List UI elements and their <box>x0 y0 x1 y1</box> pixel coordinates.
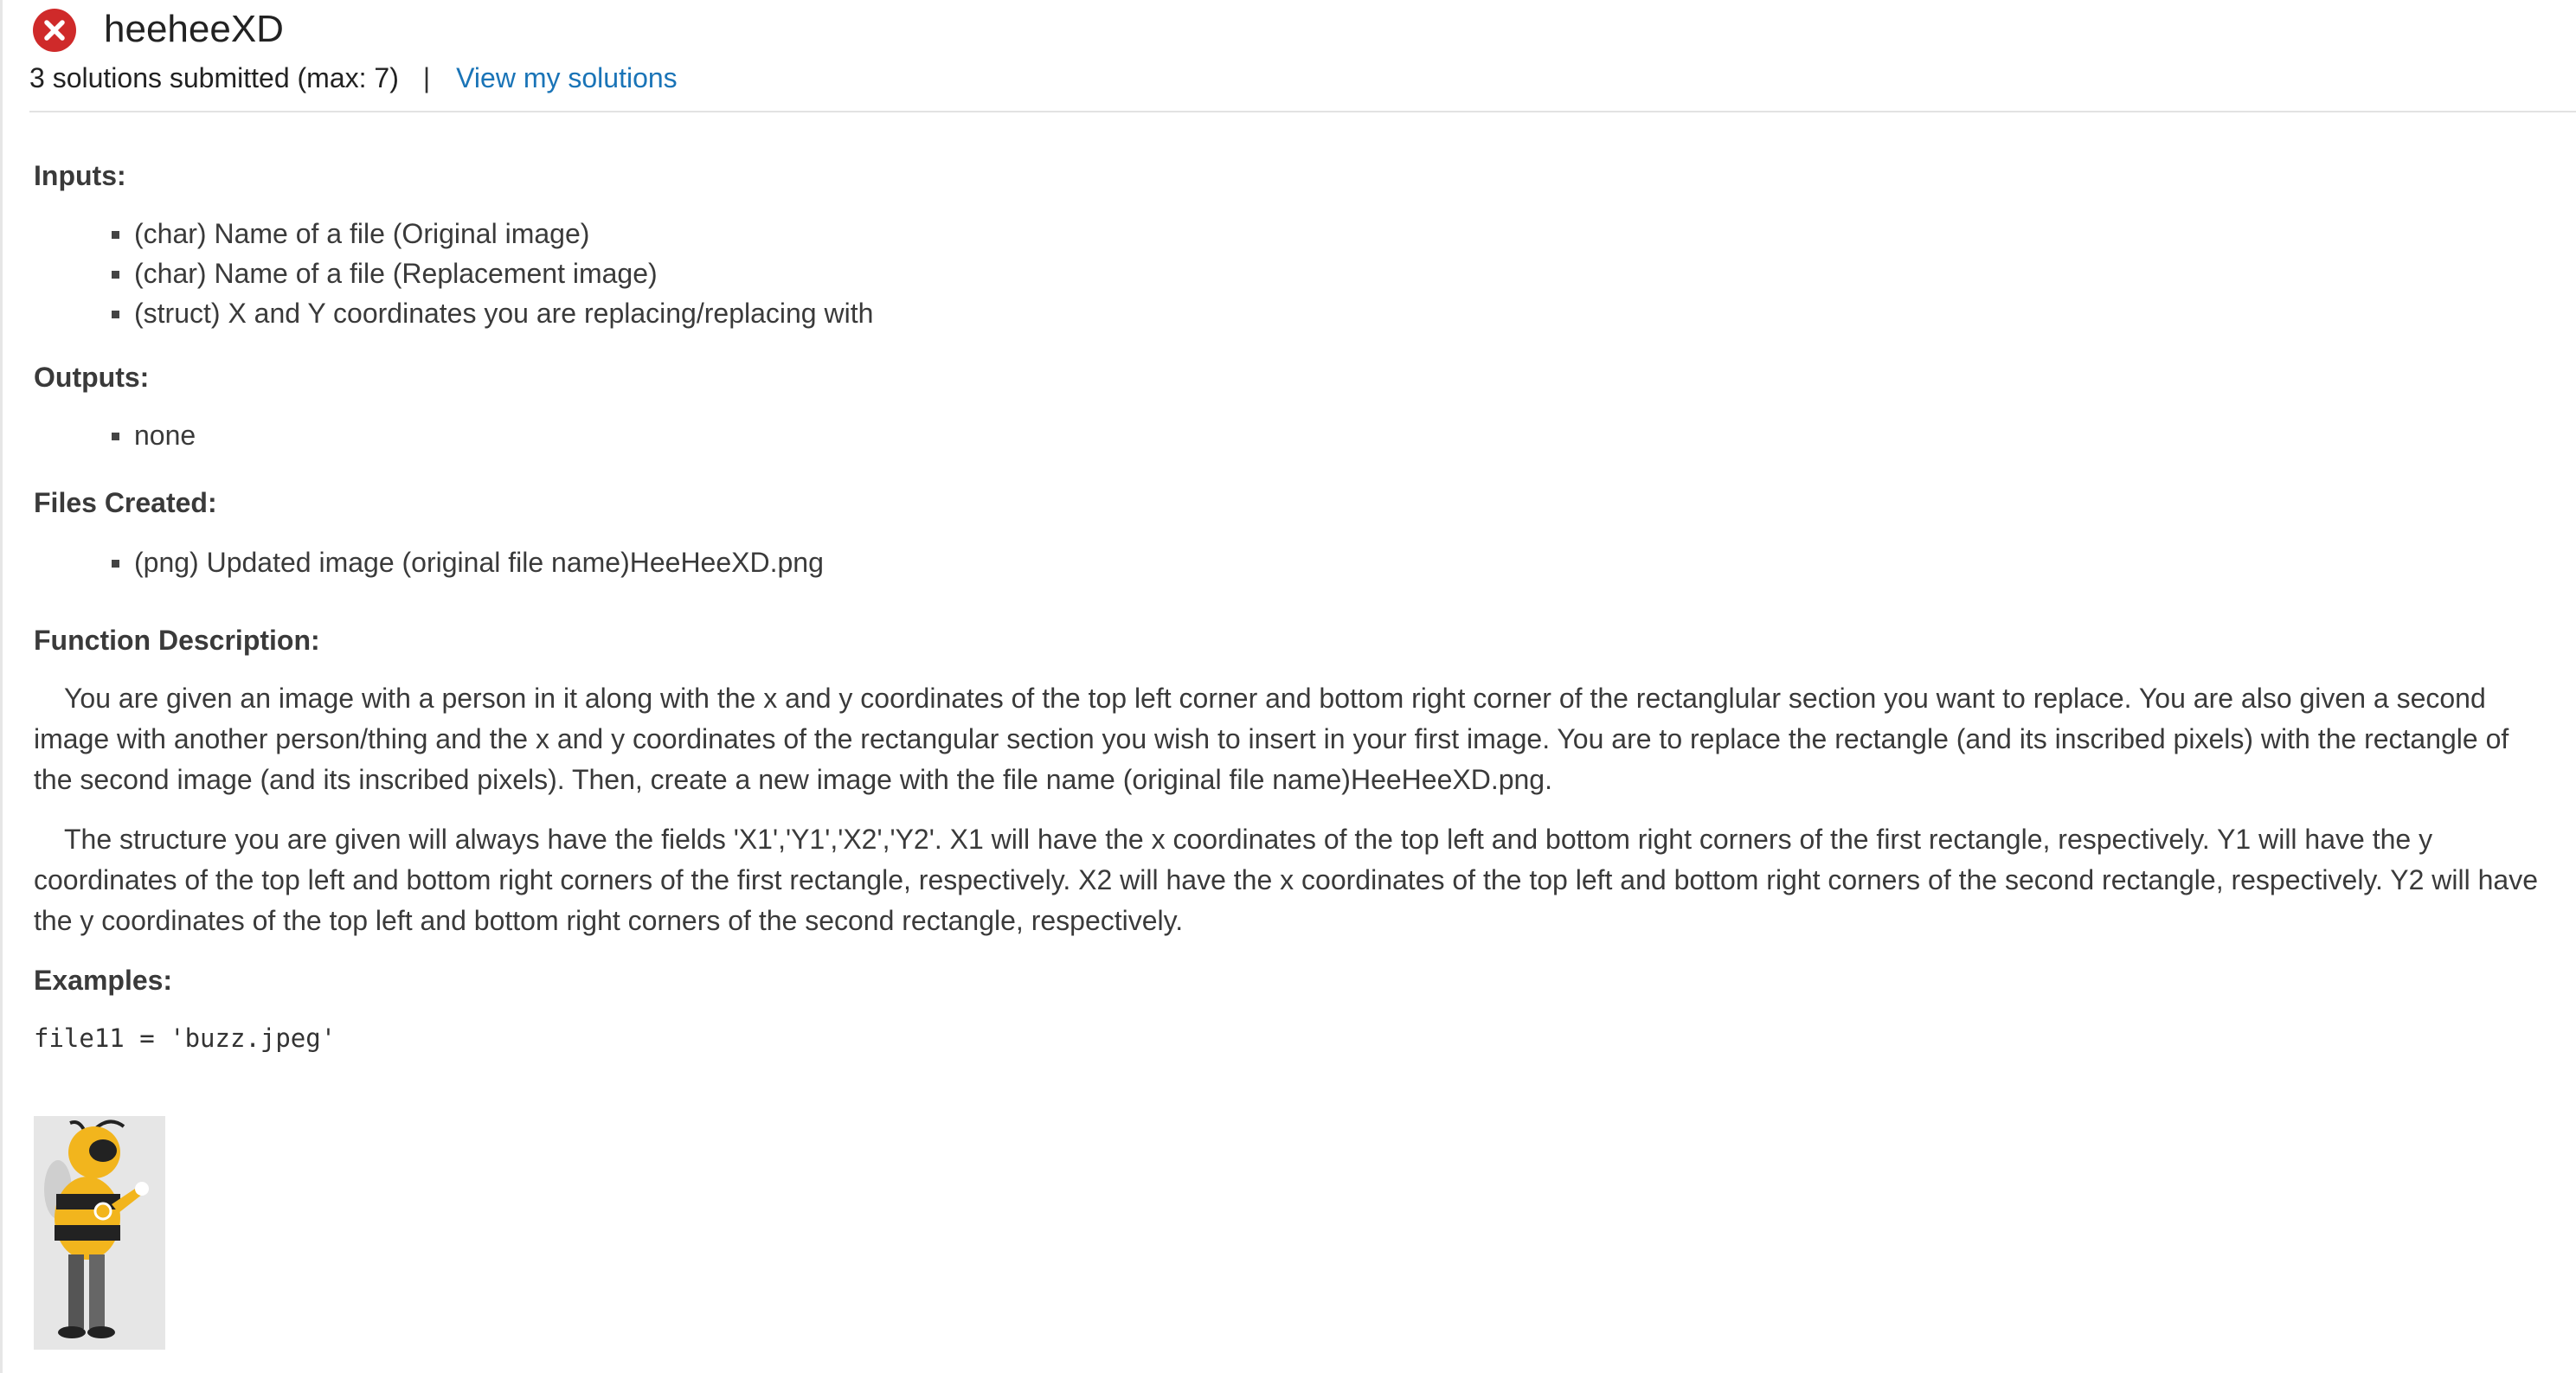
list-item: (png) Updated image (original file name)HeeHeeXD.png <box>34 542 2547 582</box>
list-item: (char) Name of a file (Original image) <box>34 214 2547 253</box>
function-description-heading: Function Description: <box>34 625 320 656</box>
outputs-list <box>34 415 2547 455</box>
files-created-list <box>34 542 2547 582</box>
examples-heading: Examples: <box>34 965 173 996</box>
submission-info <box>29 59 678 97</box>
example-code: file11 = 'buzz.jpeg' <box>34 1023 337 1053</box>
separator: | <box>422 62 431 93</box>
problem-title: heeheeXD <box>104 8 284 50</box>
outputs-heading: Outputs: <box>34 362 150 393</box>
list-item: (struct) X and Y coordinates you are replacing/replacing with <box>34 293 2547 333</box>
inputs-heading: Inputs: <box>34 160 126 191</box>
left-border <box>0 0 3 1373</box>
problem-header <box>29 0 2576 112</box>
files-created-heading: Files Created: <box>34 487 217 518</box>
buzz-mascot-image <box>34 1116 165 1350</box>
description-paragraph: You are given an image with a person in it along with the x and y coordinates of the top left corner and bottom right corner of the rectanglular section you want to replace. You are also given a second image with another person/thing and the x and y coordinates of the rectangular section you wish to insert in your first image. You are to replace the rectangle (and its inscribed pixels) with the rectangle of the second image (and its inscribed pixels). Then, create a new image with the file name (original file name)HeeHeeXD.png. <box>34 683 2509 795</box>
description-paragraph: The structure you are given will always have the fields 'X1','Y1','X2','Y2'. X1 will have the x coordinates of the top left and bottom right corners of the first rectangle, respectively. Y1 will have the y coordinates of the top left and bottom right corners of the first rectangle, respectively. X2 will have the x coordinates of the top left and bottom right corners of the second rectangle, respectively. Y2 will have the y coordinates of the top left and bottom right corners of the second rectangle, respectively. <box>34 824 2538 936</box>
list-item: (char) Name of a file (Replacement image) <box>34 253 2547 293</box>
submission-count: 3 solutions submitted (max: 7) <box>29 62 399 93</box>
error-x-icon <box>33 9 76 52</box>
problem-description <box>34 156 2547 1058</box>
inputs-list <box>34 214 2547 333</box>
list-item: none <box>34 415 2547 455</box>
view-my-solutions-link[interactable]: View my solutions <box>456 62 678 93</box>
